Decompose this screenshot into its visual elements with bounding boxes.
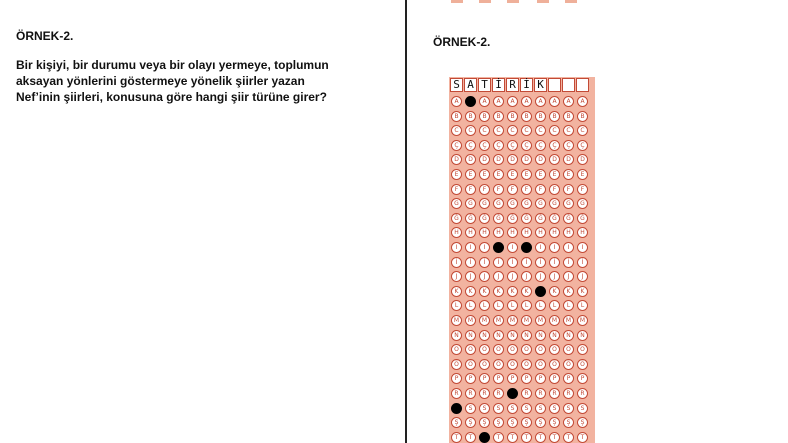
bubble-i̇-6[interactable]: İ bbox=[521, 257, 532, 268]
bubble-d-6[interactable]: D bbox=[521, 154, 532, 165]
bubble-o-8[interactable]: O bbox=[549, 344, 560, 355]
bubble-r-7[interactable]: R bbox=[535, 388, 546, 399]
answer-boxes-row bbox=[449, 77, 595, 93]
bubble-g-9[interactable]: G bbox=[563, 198, 574, 209]
bubble-d-3[interactable]: D bbox=[479, 154, 490, 165]
bubble-n-5[interactable]: N bbox=[507, 330, 518, 341]
bubble-a-1[interactable]: A bbox=[451, 96, 462, 107]
bubble-ç-10[interactable]: Ç bbox=[577, 140, 588, 151]
bubble-i̇-2[interactable]: İ bbox=[465, 257, 476, 268]
bubble-t-10[interactable]: T bbox=[577, 432, 588, 443]
bubble-k-7[interactable]: K bbox=[535, 286, 546, 297]
bubble-m-3[interactable]: M bbox=[479, 315, 490, 326]
bubble-s-10[interactable]: S bbox=[577, 403, 588, 414]
bubble-l-9[interactable]: L bbox=[563, 300, 574, 311]
bubble-a-10[interactable]: A bbox=[577, 96, 588, 107]
bubble-m-6[interactable]: M bbox=[521, 315, 532, 326]
bubble-p-9[interactable]: P bbox=[563, 373, 574, 384]
bubble-m-9[interactable]: M bbox=[563, 315, 574, 326]
bubble-b-2[interactable]: B bbox=[465, 111, 476, 122]
bubble-ğ-9[interactable]: Ğ bbox=[563, 213, 574, 224]
bubble-ö-6[interactable]: Ö bbox=[521, 359, 532, 370]
bubble-k-5[interactable]: K bbox=[507, 286, 518, 297]
bubble-b-4[interactable]: B bbox=[493, 111, 504, 122]
bubble-l-2[interactable]: L bbox=[465, 300, 476, 311]
bubble-g-2[interactable]: G bbox=[465, 198, 476, 209]
bubble-n-7[interactable]: N bbox=[535, 330, 546, 341]
bubble-c-10[interactable]: C bbox=[577, 125, 588, 136]
bubble-s-5[interactable]: S bbox=[507, 403, 518, 414]
bubble-g-10[interactable]: G bbox=[577, 198, 588, 209]
bubble-t-5[interactable]: T bbox=[507, 432, 518, 443]
bubble-b-1[interactable]: B bbox=[451, 111, 462, 122]
bubble-e-1[interactable]: E bbox=[451, 169, 462, 180]
bubble-ş-5[interactable]: Ş bbox=[507, 417, 518, 428]
bubble-t-9[interactable]: T bbox=[563, 432, 574, 443]
bubble-d-2[interactable]: D bbox=[465, 154, 476, 165]
bubble-m-10[interactable]: M bbox=[577, 315, 588, 326]
bubble-f-10[interactable]: F bbox=[577, 184, 588, 195]
bubble-o-6[interactable]: O bbox=[521, 344, 532, 355]
bubble-h-2[interactable]: H bbox=[465, 227, 476, 238]
bubble-ş-1[interactable]: Ş bbox=[451, 417, 462, 428]
bubble-a-7[interactable]: A bbox=[535, 96, 546, 107]
bubble-f-4[interactable]: F bbox=[493, 184, 504, 195]
bubble-l-3[interactable]: L bbox=[479, 300, 490, 311]
bubble-h-6[interactable]: H bbox=[521, 227, 532, 238]
bubble-p-5[interactable]: P bbox=[507, 373, 518, 384]
answer-box-1: S bbox=[450, 78, 463, 92]
bubble-o-3[interactable]: O bbox=[479, 344, 490, 355]
bubble-f-2[interactable]: F bbox=[465, 184, 476, 195]
bubble-ğ-6[interactable]: Ğ bbox=[521, 213, 532, 224]
bubble-p-3[interactable]: P bbox=[479, 373, 490, 384]
bubble-f-6[interactable]: F bbox=[521, 184, 532, 195]
bubble-m-1[interactable]: M bbox=[451, 315, 462, 326]
bubble-e-6[interactable]: E bbox=[521, 169, 532, 180]
bubble-p-4[interactable]: P bbox=[493, 373, 504, 384]
bubble-o-1[interactable]: O bbox=[451, 344, 462, 355]
bubble-h-5[interactable]: H bbox=[507, 227, 518, 238]
bubble-ğ-2[interactable]: Ğ bbox=[465, 213, 476, 224]
bubble-r-6[interactable]: R bbox=[521, 388, 532, 399]
bubble-c-7[interactable]: C bbox=[535, 125, 546, 136]
bubble-l-8[interactable]: L bbox=[549, 300, 560, 311]
answer-box-9 bbox=[562, 78, 575, 92]
bubble-ğ-1[interactable]: Ğ bbox=[451, 213, 462, 224]
bubble-i̇-7[interactable]: İ bbox=[535, 257, 546, 268]
bubble-ğ-10[interactable]: Ğ bbox=[577, 213, 588, 224]
bubble-ş-9[interactable]: Ş bbox=[563, 417, 574, 428]
bubble-i-5[interactable]: I bbox=[507, 242, 518, 253]
bubble-g-5[interactable]: G bbox=[507, 198, 518, 209]
bubble-h-10[interactable]: H bbox=[577, 227, 588, 238]
bubble-ç-9[interactable]: Ç bbox=[563, 140, 574, 151]
bubble-e-9[interactable]: E bbox=[563, 169, 574, 180]
bubble-ö-8[interactable]: Ö bbox=[549, 359, 560, 370]
bubble-ç-4[interactable]: Ç bbox=[493, 140, 504, 151]
answer-box-6: İ bbox=[520, 78, 533, 92]
bubble-n-1[interactable]: N bbox=[451, 330, 462, 341]
bubble-f-7[interactable]: F bbox=[535, 184, 546, 195]
bubble-d-8[interactable]: D bbox=[549, 154, 560, 165]
bubble-a-3[interactable]: A bbox=[479, 96, 490, 107]
bubble-ç-6[interactable]: Ç bbox=[521, 140, 532, 151]
bubble-ş-10[interactable]: Ş bbox=[577, 417, 588, 428]
bubble-ş-6[interactable]: Ş bbox=[521, 417, 532, 428]
bubble-s-9[interactable]: S bbox=[563, 403, 574, 414]
bubble-m-5[interactable]: M bbox=[507, 315, 518, 326]
bubble-o-9[interactable]: O bbox=[563, 344, 574, 355]
bubble-j-10[interactable]: J bbox=[577, 271, 588, 282]
bubble-k-9[interactable]: K bbox=[563, 286, 574, 297]
bubble-a-4[interactable]: A bbox=[493, 96, 504, 107]
bubble-ş-4[interactable]: Ş bbox=[493, 417, 504, 428]
bubble-s-8[interactable]: S bbox=[549, 403, 560, 414]
bubble-r-2[interactable]: R bbox=[465, 388, 476, 399]
bubble-ç-7[interactable]: Ç bbox=[535, 140, 546, 151]
bubble-s-4[interactable]: S bbox=[493, 403, 504, 414]
bubble-ö-7[interactable]: Ö bbox=[535, 359, 546, 370]
bubble-ö-4[interactable]: Ö bbox=[493, 359, 504, 370]
bubble-b-7[interactable]: B bbox=[535, 111, 546, 122]
bubble-ğ-3[interactable]: Ğ bbox=[479, 213, 490, 224]
bubble-h-7[interactable]: H bbox=[535, 227, 546, 238]
bubble-i̇-4[interactable]: İ bbox=[493, 257, 504, 268]
bubble-t-6[interactable]: T bbox=[521, 432, 532, 443]
bubble-c-9[interactable]: C bbox=[563, 125, 574, 136]
answer-box-2: A bbox=[464, 78, 477, 92]
bubble-l-5[interactable]: L bbox=[507, 300, 518, 311]
bubble-m-8[interactable]: M bbox=[549, 315, 560, 326]
bubble-j-9[interactable]: J bbox=[563, 271, 574, 282]
bubble-d-9[interactable]: D bbox=[563, 154, 574, 165]
bubble-j-7[interactable]: J bbox=[535, 271, 546, 282]
bubble-ğ-5[interactable]: Ğ bbox=[507, 213, 518, 224]
answer-box-8 bbox=[548, 78, 561, 92]
bubble-p-1[interactable]: P bbox=[451, 373, 462, 384]
example-title-right: ÖRNEK-2. bbox=[433, 35, 491, 49]
bubble-e-3[interactable]: E bbox=[479, 169, 490, 180]
question-line-2: aksayan yönlerini göstermeye yönelik şiirler yazan bbox=[16, 74, 305, 88]
bubble-o-5[interactable]: O bbox=[507, 344, 518, 355]
bubble-o-10[interactable]: O bbox=[577, 344, 588, 355]
bubble-i̇-9[interactable]: İ bbox=[563, 257, 574, 268]
bubble-i̇-3[interactable]: İ bbox=[479, 257, 490, 268]
bubble-i-2[interactable]: I bbox=[465, 242, 476, 253]
bubble-b-6[interactable]: B bbox=[521, 111, 532, 122]
bubble-ö-9[interactable]: Ö bbox=[563, 359, 574, 370]
bubble-b-3[interactable]: B bbox=[479, 111, 490, 122]
bubble-e-2[interactable]: E bbox=[465, 169, 476, 180]
bubble-j-3[interactable]: J bbox=[479, 271, 490, 282]
bubble-ö-3[interactable]: Ö bbox=[479, 359, 490, 370]
bubble-b-9[interactable]: B bbox=[563, 111, 574, 122]
bubble-c-6[interactable]: C bbox=[521, 125, 532, 136]
bubble-r-1[interactable]: R bbox=[451, 388, 462, 399]
bubble-l-4[interactable]: L bbox=[493, 300, 504, 311]
bubble-ç-2[interactable]: Ç bbox=[465, 140, 476, 151]
bubble-k-10[interactable]: K bbox=[577, 286, 588, 297]
bubble-ğ-4[interactable]: Ğ bbox=[493, 213, 504, 224]
bubble-ö-10[interactable]: Ö bbox=[577, 359, 588, 370]
bubble-ğ-7[interactable]: Ğ bbox=[535, 213, 546, 224]
bubble-p-6[interactable]: P bbox=[521, 373, 532, 384]
bubble-r-5[interactable]: R bbox=[507, 388, 518, 399]
bubble-i̇-8[interactable]: İ bbox=[549, 257, 560, 268]
bubble-d-1[interactable]: D bbox=[451, 154, 462, 165]
previous-grid-remnant bbox=[451, 0, 591, 3]
bubble-i-6[interactable]: I bbox=[521, 242, 532, 253]
bubble-j-1[interactable]: J bbox=[451, 271, 462, 282]
bubble-t-4[interactable]: T bbox=[493, 432, 504, 443]
bubble-j-5[interactable]: J bbox=[507, 271, 518, 282]
bubble-t-2[interactable]: T bbox=[465, 432, 476, 443]
bubble-m-4[interactable]: M bbox=[493, 315, 504, 326]
bubble-f-1[interactable]: F bbox=[451, 184, 462, 195]
bubble-ğ-8[interactable]: Ğ bbox=[549, 213, 560, 224]
bubble-l-6[interactable]: L bbox=[521, 300, 532, 311]
bubble-n-10[interactable]: N bbox=[577, 330, 588, 341]
bubble-f-3[interactable]: F bbox=[479, 184, 490, 195]
bubble-k-4[interactable]: K bbox=[493, 286, 504, 297]
bubble-n-8[interactable]: N bbox=[549, 330, 560, 341]
bubble-r-8[interactable]: R bbox=[549, 388, 560, 399]
bubble-a-2[interactable]: A bbox=[465, 96, 476, 107]
bubble-n-3[interactable]: N bbox=[479, 330, 490, 341]
optical-answer-grid bbox=[449, 77, 595, 443]
bubble-ç-8[interactable]: Ç bbox=[549, 140, 560, 151]
bubble-i-8[interactable]: I bbox=[549, 242, 560, 253]
page-divider bbox=[405, 0, 407, 443]
bubble-o-2[interactable]: O bbox=[465, 344, 476, 355]
answer-box-10 bbox=[576, 78, 589, 92]
bubble-k-3[interactable]: K bbox=[479, 286, 490, 297]
bubble-t-3[interactable]: T bbox=[479, 432, 490, 443]
bubble-n-6[interactable]: N bbox=[521, 330, 532, 341]
bubble-d-10[interactable]: D bbox=[577, 154, 588, 165]
bubble-h-1[interactable]: H bbox=[451, 227, 462, 238]
bubble-n-4[interactable]: N bbox=[493, 330, 504, 341]
bubble-l-7[interactable]: L bbox=[535, 300, 546, 311]
bubble-ş-8[interactable]: Ş bbox=[549, 417, 560, 428]
bubble-i-9[interactable]: I bbox=[563, 242, 574, 253]
bubble-d-4[interactable]: D bbox=[493, 154, 504, 165]
bubble-g-1[interactable]: G bbox=[451, 198, 462, 209]
bubble-t-1[interactable]: T bbox=[451, 432, 462, 443]
bubble-g-8[interactable]: G bbox=[549, 198, 560, 209]
bubble-r-9[interactable]: R bbox=[563, 388, 574, 399]
bubble-i̇-10[interactable]: İ bbox=[577, 257, 588, 268]
bubble-b-5[interactable]: B bbox=[507, 111, 518, 122]
bubble-c-2[interactable]: C bbox=[465, 125, 476, 136]
bubble-ş-3[interactable]: Ş bbox=[479, 417, 490, 428]
answer-box-4: İ bbox=[492, 78, 505, 92]
bubble-j-6[interactable]: J bbox=[521, 271, 532, 282]
bubble-s-7[interactable]: S bbox=[535, 403, 546, 414]
bubble-s-3[interactable]: S bbox=[479, 403, 490, 414]
bubble-d-5[interactable]: D bbox=[507, 154, 518, 165]
answer-box-3: T bbox=[478, 78, 491, 92]
bubble-c-1[interactable]: C bbox=[451, 125, 462, 136]
bubble-ç-5[interactable]: Ç bbox=[507, 140, 518, 151]
bubble-k-8[interactable]: K bbox=[549, 286, 560, 297]
bubble-e-7[interactable]: E bbox=[535, 169, 546, 180]
bubble-i-10[interactable]: I bbox=[577, 242, 588, 253]
bubble-h-4[interactable]: H bbox=[493, 227, 504, 238]
bubble-ç-1[interactable]: Ç bbox=[451, 140, 462, 151]
bubble-p-2[interactable]: P bbox=[465, 373, 476, 384]
bubble-i-7[interactable]: I bbox=[535, 242, 546, 253]
bubble-g-4[interactable]: G bbox=[493, 198, 504, 209]
bubble-i-4[interactable]: I bbox=[493, 242, 504, 253]
bubble-f-8[interactable]: F bbox=[549, 184, 560, 195]
bubble-c-4[interactable]: C bbox=[493, 125, 504, 136]
bubble-n-2[interactable]: N bbox=[465, 330, 476, 341]
bubble-h-3[interactable]: H bbox=[479, 227, 490, 238]
question-line-1: Bir kişiyi, bir durumu veya bir olayı yermeye, toplumun bbox=[16, 58, 329, 72]
bubble-d-7[interactable]: D bbox=[535, 154, 546, 165]
bubble-i̇-1[interactable]: İ bbox=[451, 257, 462, 268]
bubble-ö-1[interactable]: Ö bbox=[451, 359, 462, 370]
bubble-k-1[interactable]: K bbox=[451, 286, 462, 297]
bubble-r-3[interactable]: R bbox=[479, 388, 490, 399]
question-line-3: Nef’inin şiirleri, konusuna göre hangi şiir türüne girer? bbox=[16, 90, 327, 104]
bubble-g-7[interactable]: G bbox=[535, 198, 546, 209]
bubble-p-7[interactable]: P bbox=[535, 373, 546, 384]
bubble-b-8[interactable]: B bbox=[549, 111, 560, 122]
bubble-o-7[interactable]: O bbox=[535, 344, 546, 355]
bubble-ç-3[interactable]: Ç bbox=[479, 140, 490, 151]
bubble-e-4[interactable]: E bbox=[493, 169, 504, 180]
bubble-j-2[interactable]: J bbox=[465, 271, 476, 282]
bubble-i̇-5[interactable]: İ bbox=[507, 257, 518, 268]
bubble-i-1[interactable]: I bbox=[451, 242, 462, 253]
bubble-k-2[interactable]: K bbox=[465, 286, 476, 297]
bubble-r-10[interactable]: R bbox=[577, 388, 588, 399]
bubble-ö-2[interactable]: Ö bbox=[465, 359, 476, 370]
bubble-ş-2[interactable]: Ş bbox=[465, 417, 476, 428]
bubble-a-8[interactable]: A bbox=[549, 96, 560, 107]
bubble-s-6[interactable]: S bbox=[521, 403, 532, 414]
bubble-t-7[interactable]: T bbox=[535, 432, 546, 443]
bubble-l-10[interactable]: L bbox=[577, 300, 588, 311]
bubble-n-9[interactable]: N bbox=[563, 330, 574, 341]
bubble-h-8[interactable]: H bbox=[549, 227, 560, 238]
bubble-r-4[interactable]: R bbox=[493, 388, 504, 399]
bubble-l-1[interactable]: L bbox=[451, 300, 462, 311]
bubble-k-6[interactable]: K bbox=[521, 286, 532, 297]
bubble-h-9[interactable]: H bbox=[563, 227, 574, 238]
bubble-e-5[interactable]: E bbox=[507, 169, 518, 180]
bubble-a-6[interactable]: A bbox=[521, 96, 532, 107]
answer-box-5: R bbox=[506, 78, 519, 92]
bubble-t-8[interactable]: T bbox=[549, 432, 560, 443]
bubble-a-5[interactable]: A bbox=[507, 96, 518, 107]
bubble-p-10[interactable]: P bbox=[577, 373, 588, 384]
bubble-j-4[interactable]: J bbox=[493, 271, 504, 282]
bubble-c-5[interactable]: C bbox=[507, 125, 518, 136]
bubble-ş-7[interactable]: Ş bbox=[535, 417, 546, 428]
bubble-f-5[interactable]: F bbox=[507, 184, 518, 195]
bubble-c-3[interactable]: C bbox=[479, 125, 490, 136]
bubble-s-1[interactable]: S bbox=[451, 403, 462, 414]
bubble-e-8[interactable]: E bbox=[549, 169, 560, 180]
example-title-left: ÖRNEK-2. bbox=[16, 29, 74, 43]
bubble-g-3[interactable]: G bbox=[479, 198, 490, 209]
bubble-ö-5[interactable]: Ö bbox=[507, 359, 518, 370]
bubble-b-10[interactable]: B bbox=[577, 111, 588, 122]
bubble-i-3[interactable]: I bbox=[479, 242, 490, 253]
answer-box-7: K bbox=[534, 78, 547, 92]
bubble-m-2[interactable]: M bbox=[465, 315, 476, 326]
bubble-s-2[interactable]: S bbox=[465, 403, 476, 414]
bubble-o-4[interactable]: O bbox=[493, 344, 504, 355]
bubble-m-7[interactable]: M bbox=[535, 315, 546, 326]
bubble-g-6[interactable]: G bbox=[521, 198, 532, 209]
bubble-f-9[interactable]: F bbox=[563, 184, 574, 195]
bubble-e-10[interactable]: E bbox=[577, 169, 588, 180]
bubble-j-8[interactable]: J bbox=[549, 271, 560, 282]
bubble-c-8[interactable]: C bbox=[549, 125, 560, 136]
question-text bbox=[16, 57, 366, 105]
bubble-p-8[interactable]: P bbox=[549, 373, 560, 384]
bubble-a-9[interactable]: A bbox=[563, 96, 574, 107]
